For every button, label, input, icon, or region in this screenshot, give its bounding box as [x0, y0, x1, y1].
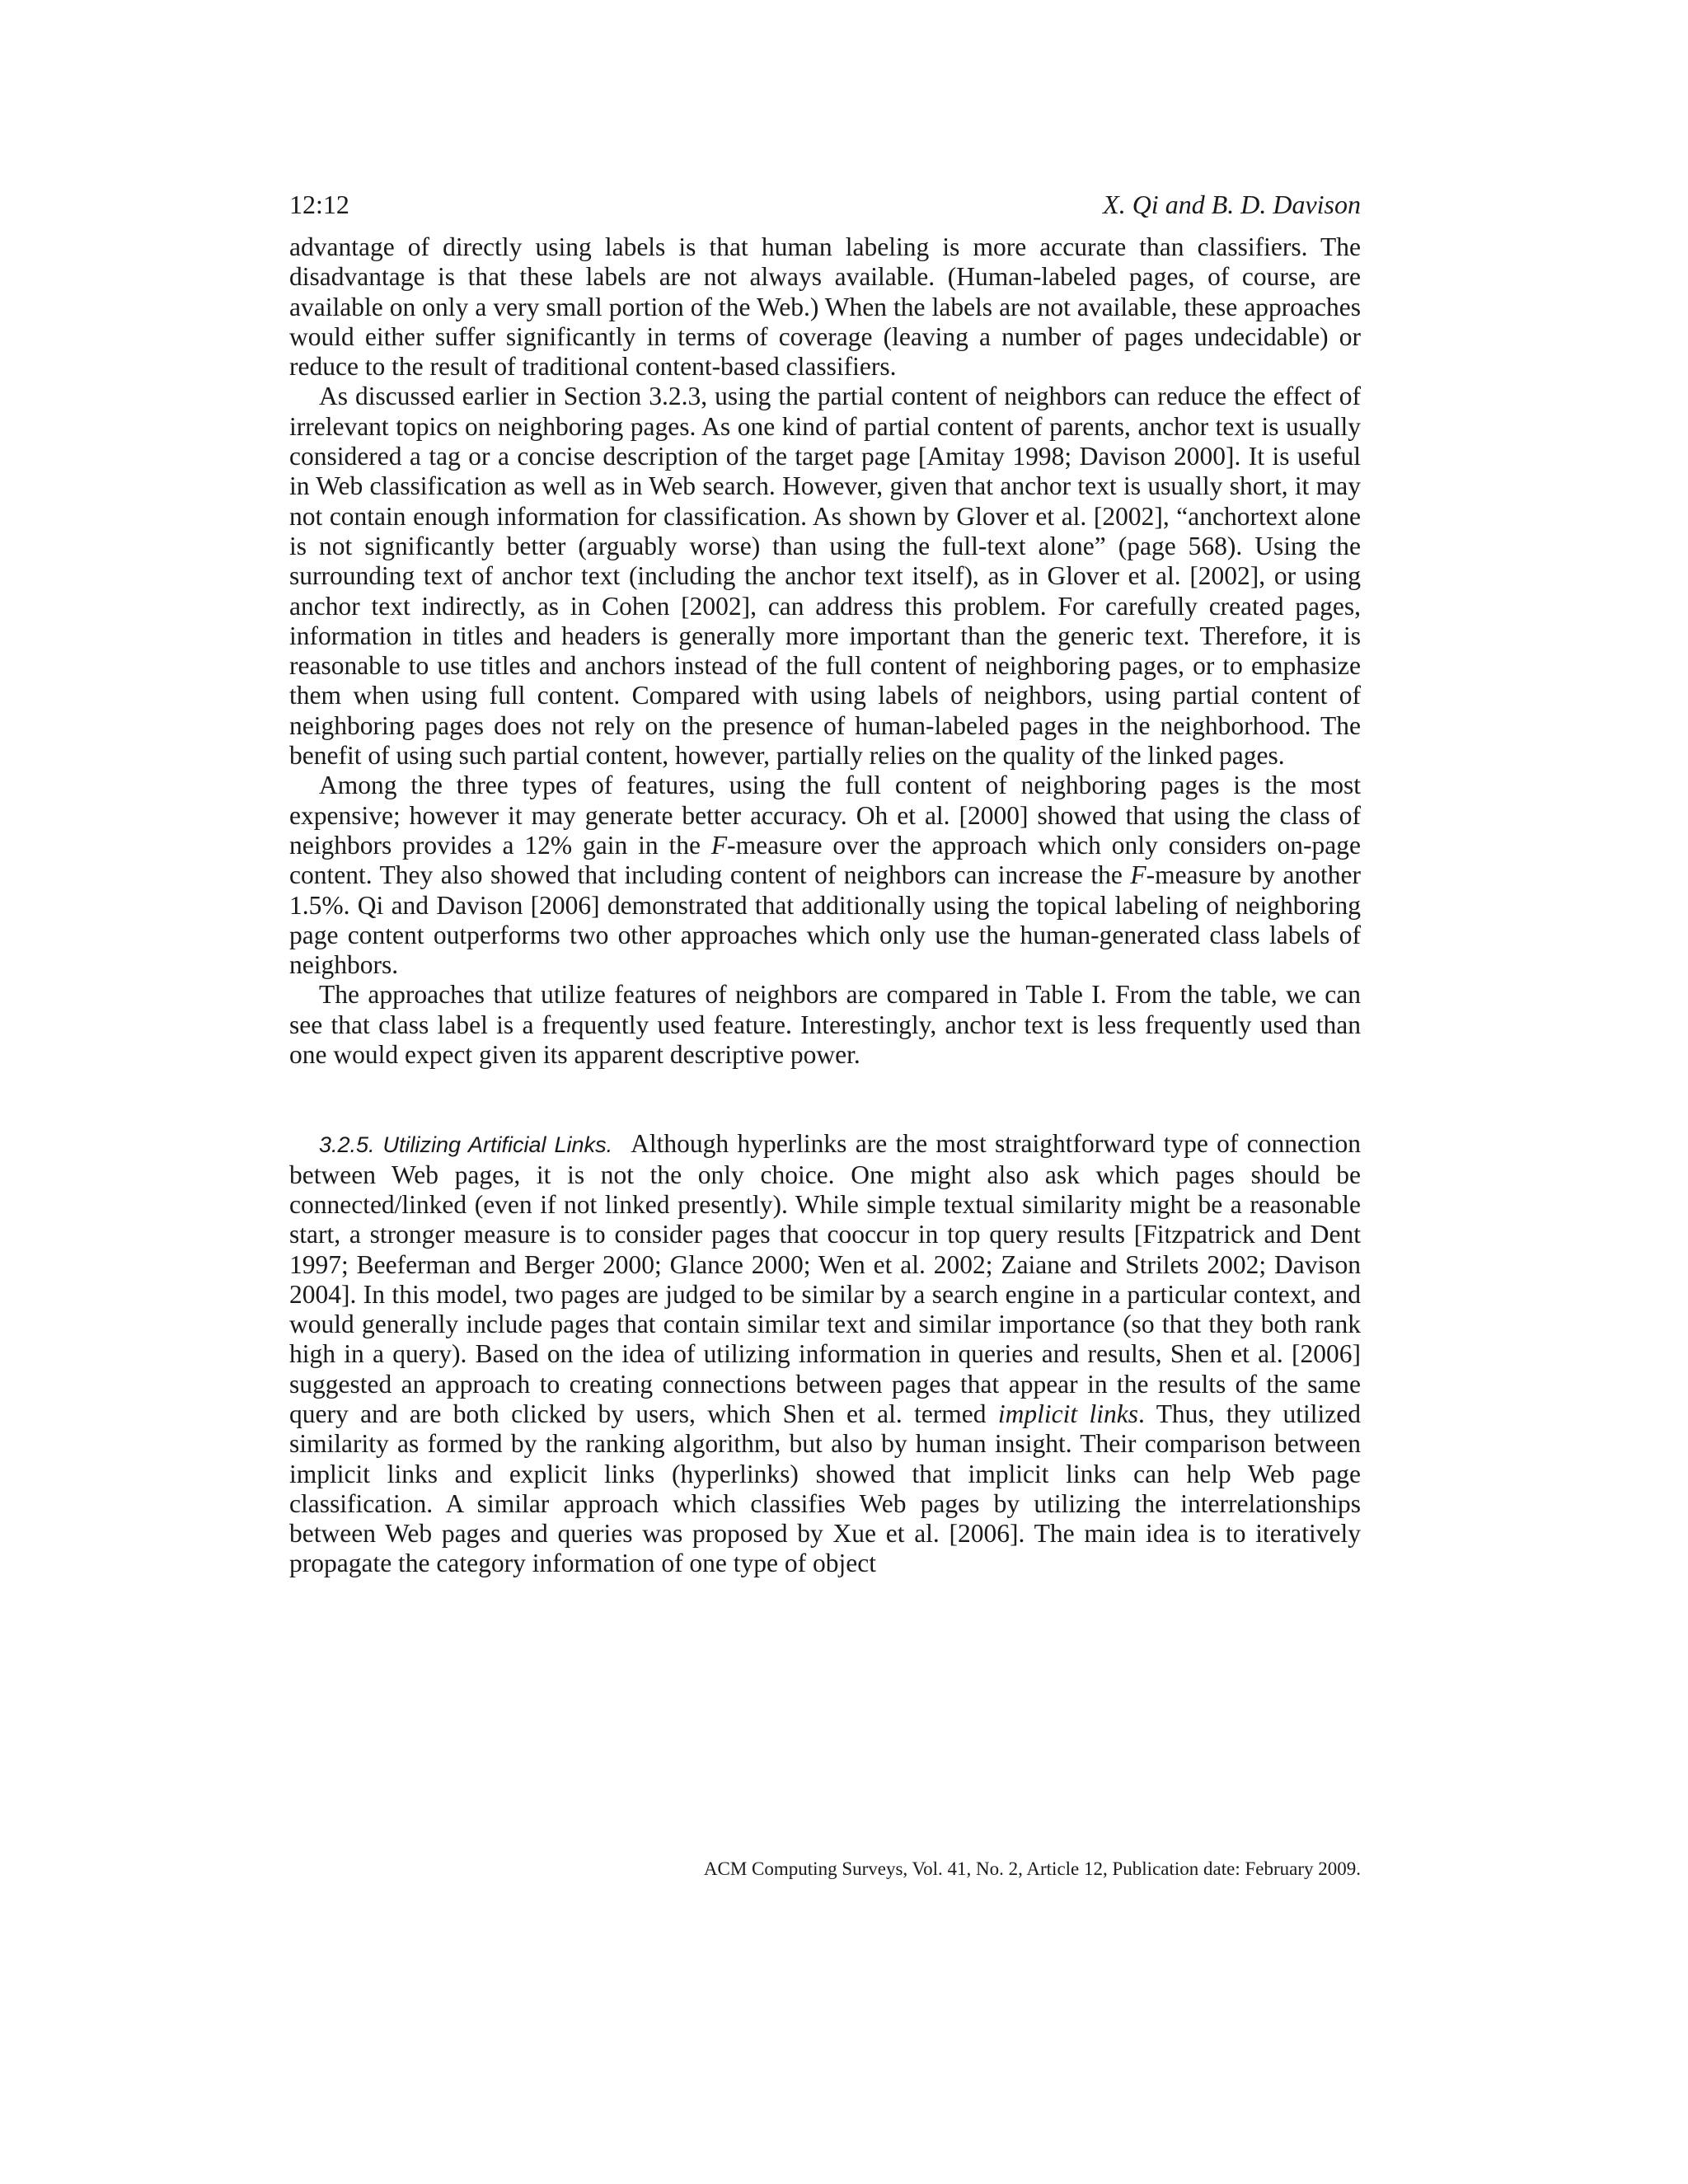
section-heading: 3.2.5. Utilizing Artificial Links. [319, 1132, 613, 1158]
paragraph-1: advantage of directly using labels is that human labeling is more accurate than classifiers. The disadvantage is that these labels are not always available. (Human-labeled pages, of course, are available on only a very small portion of the Web.) When the labels are not available, these approaches would either suffer significantly in terms of coverage (leaving a number of pages undecidable) or reduce to the result of traditional content-based classifiers. [289, 232, 1361, 382]
running-head [289, 188, 1361, 221]
f-measure-symbol: F [710, 830, 728, 860]
section-text-part-b: . Thus, they utilized similarity as formed by the ranking algorithm, but also by human insight. Their comparison between implicit links and explicit links (hyperlinks) showed that implicit links can help Web page classification. A similar approach which classifies Web pages by utilizing the interrelationships between Web pages and queries was proposed by Xue et al. [2006]. The main idea is to iteratively propagate the category information of one type of object [289, 1399, 1362, 1578]
paragraph-3 [289, 771, 1361, 980]
section-text-part-a: Although hyperlinks are the most straightforward type of connection between Web pages, it is not the only choice. One might also ask which pages should be connected/linked (even if not linked presently). While simple textual similarity might be a reasonable start, a stronger measure is to consider pages that cooccur in top query results [Fitzpatrick and Dent 1997; Beeferman and Berger 2000; Glance 2000; Wen et al. 2002; Zaiane and Strilets 2002; Davison 2004]. In this model, two pages are judged to be similar by a search engine in a particular context, and would generally include pages that contain similar text and similar importance (so that they both rank high in a query). Based on the idea of utilizing information in queries and results, Shen et al. [2006] suggested an approach to creating connections between pages that appear in the results of the same query and are both clicked by users, which Shen et al. termed [289, 1129, 1361, 1428]
body-text [289, 232, 1361, 1070]
paragraph-4: The approaches that utilize features of neighbors are compared in Table I. From the table, we can see that class label is a frequently used feature. Interestingly, anchor text is less frequently used than one would expect given its apparent descriptive power. [289, 980, 1361, 1070]
paragraph-3-part-a: Among the three types of features, using the full content of neighboring pages is the most expensive; however it may generate better accuracy. Oh et al. [2000] showed that using the class of neighbors provides a 12% gain in the [289, 771, 1361, 860]
paragraph-2: As discussed earlier in Section 3.2.3, using the partial content of neighbors can reduce the effect of irrelevant topics on neighboring pages. As one kind of partial content of parents, anchor text is usually considered a tag or a concise description of the target page [Amitay 1998; Davison 2000]. It is useful in Web classification as well as in Web search. However, given that anchor text is usually short, it may not contain enough information for classification. As shown by Glover et al. [2002], “anchortext alone is not significantly better (arguably worse) than using the full-text alone” (page 568). Using the surrounding text of anchor text (including the anchor text itself), as in Glover et al. [2002], or using anchor text indirectly, as in Cohen [2002], can address this problem. For carefully created pages, information in titles and headers is generally more important than the generic text. Therefore, it is reasonable to use titles and anchors instead of the full content of neighboring pages, or to emphasize them when using full content. Compared with using labels of neighbors, using partial content of neighboring pages does not rely on the presence of human-labeled pages in the neighborhood. The benefit of using such partial content, however, partially relies on the quality of the linked pages. [289, 382, 1361, 771]
paragraph-3-part-b: -measure over the approach which only considers on-page content. They also showed that including content of neighbors can increase the [289, 830, 1361, 890]
page [289, 188, 1361, 1579]
f-measure-symbol: F [1130, 860, 1146, 890]
paragraph-3-part-c: -measure by another 1.5%. Qi and Davison [2006] demonstrated that additionally using the topical labeling of neighboring page content outperforms two other approaches which only use the human-generated class labels of neighbors. [289, 860, 1361, 980]
page-number: 12:12 [289, 190, 349, 219]
implicit-links-term: implicit links [997, 1399, 1139, 1428]
footer-citation: ACM Computing Surveys, Vol. 41, No. 2, Article 12, Publication date: February 2009. [703, 1858, 1361, 1879]
section-paragraph [289, 1129, 1361, 1578]
running-head-authors: X. Qi and B. D. Davison [1103, 190, 1361, 219]
section-3-2-5 [289, 1129, 1361, 1578]
